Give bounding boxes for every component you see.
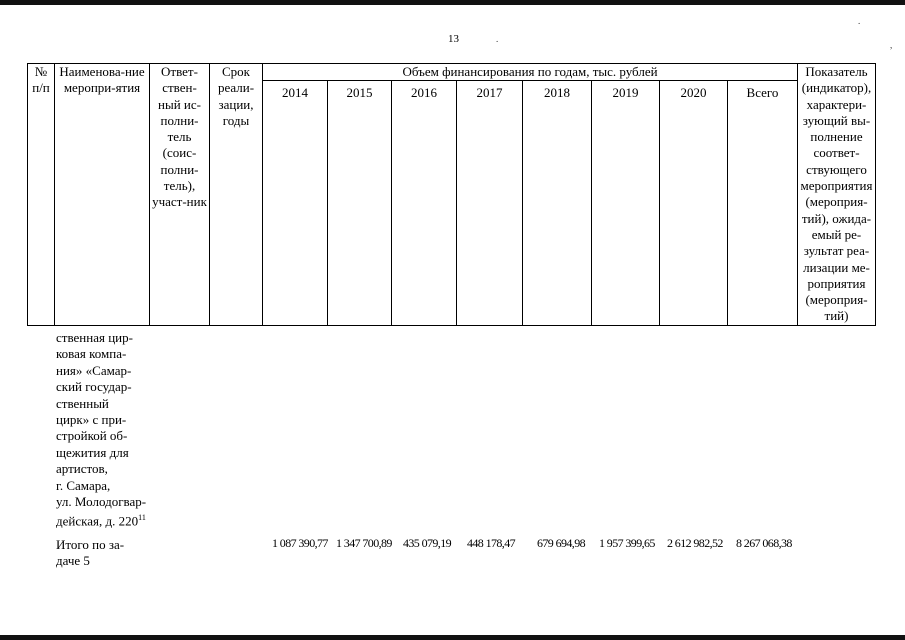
text-line: щежития для bbox=[56, 444, 129, 460]
total-label bbox=[56, 537, 156, 570]
text-line-with-footnote bbox=[56, 510, 156, 530]
total-label-line: даче 5 bbox=[56, 553, 90, 569]
footnote-marker: 11 bbox=[138, 513, 146, 523]
total-value-2017: 448 178,47 bbox=[467, 536, 516, 550]
text-line: дейская, д. 220 bbox=[56, 513, 139, 529]
total-value-2018: 679 694,98 bbox=[537, 536, 586, 550]
measure-name-continuation bbox=[56, 330, 156, 530]
header-year-2016: 2016 bbox=[392, 81, 457, 326]
text-line: ственная цир- bbox=[56, 330, 133, 345]
top-border bbox=[0, 0, 905, 5]
header-year-2020: 2020 bbox=[660, 81, 728, 326]
text-line: ул. Молодогвар- bbox=[56, 494, 147, 510]
total-value-2019: 1 957 399,65 bbox=[599, 536, 655, 550]
header-year-2019: 2019 bbox=[592, 81, 660, 326]
header-year-2015: 2015 bbox=[328, 81, 392, 326]
total-value-2014: 1 087 390,77 bbox=[272, 536, 328, 550]
bottom-border bbox=[0, 635, 905, 640]
scan-dot: . bbox=[496, 34, 499, 44]
page-number: 13 bbox=[448, 33, 459, 45]
header-term: Срок реали-зации, годы bbox=[210, 64, 263, 326]
header-indicator: Показатель (индикатор), характери-зующий вы-полнение соответ-ствующего мероприятия (мероприя-тий), ожида-емый ре-зультат реа-лизации ме-роприятия (мероприя-тий) bbox=[798, 64, 876, 326]
total-value-all: 8 267 068,38 bbox=[736, 536, 792, 550]
header-executor: Ответ-ствен-ный ис-полни-тель (соис-полни-тель), участ-ник bbox=[150, 64, 210, 326]
text-line: стройкой об- bbox=[56, 428, 128, 444]
header-number: № п/п bbox=[28, 64, 55, 326]
header-year-2014: 2014 bbox=[263, 81, 328, 326]
total-value-2020: 2 612 982,52 bbox=[667, 536, 723, 550]
total-label-line: Итого по за- bbox=[56, 537, 125, 552]
text-line: ковая компа- bbox=[56, 346, 127, 362]
header-total: Всего bbox=[728, 81, 798, 326]
scan-dot: , bbox=[890, 40, 893, 50]
text-line: ственный bbox=[56, 395, 109, 411]
header-year-2018: 2018 bbox=[523, 81, 592, 326]
text-line: артистов, bbox=[56, 461, 108, 477]
text-line: ния» «Самар- bbox=[56, 362, 132, 378]
text-line: ский государ- bbox=[56, 379, 132, 395]
funding-table-header bbox=[27, 63, 876, 326]
header-measure-name: Наименова-ние меропри-ятия bbox=[55, 64, 150, 326]
total-value-2016: 435 079,19 bbox=[403, 536, 452, 550]
scan-dot: . bbox=[858, 16, 861, 26]
header-funding: Объем финансирования по годам, тыс. рублей bbox=[263, 64, 798, 81]
total-value-2015: 1 347 700,89 bbox=[336, 536, 392, 550]
text-line: цирк» с при- bbox=[56, 412, 127, 428]
text-line: г. Самара, bbox=[56, 477, 111, 493]
header-year-2017: 2017 bbox=[457, 81, 523, 326]
